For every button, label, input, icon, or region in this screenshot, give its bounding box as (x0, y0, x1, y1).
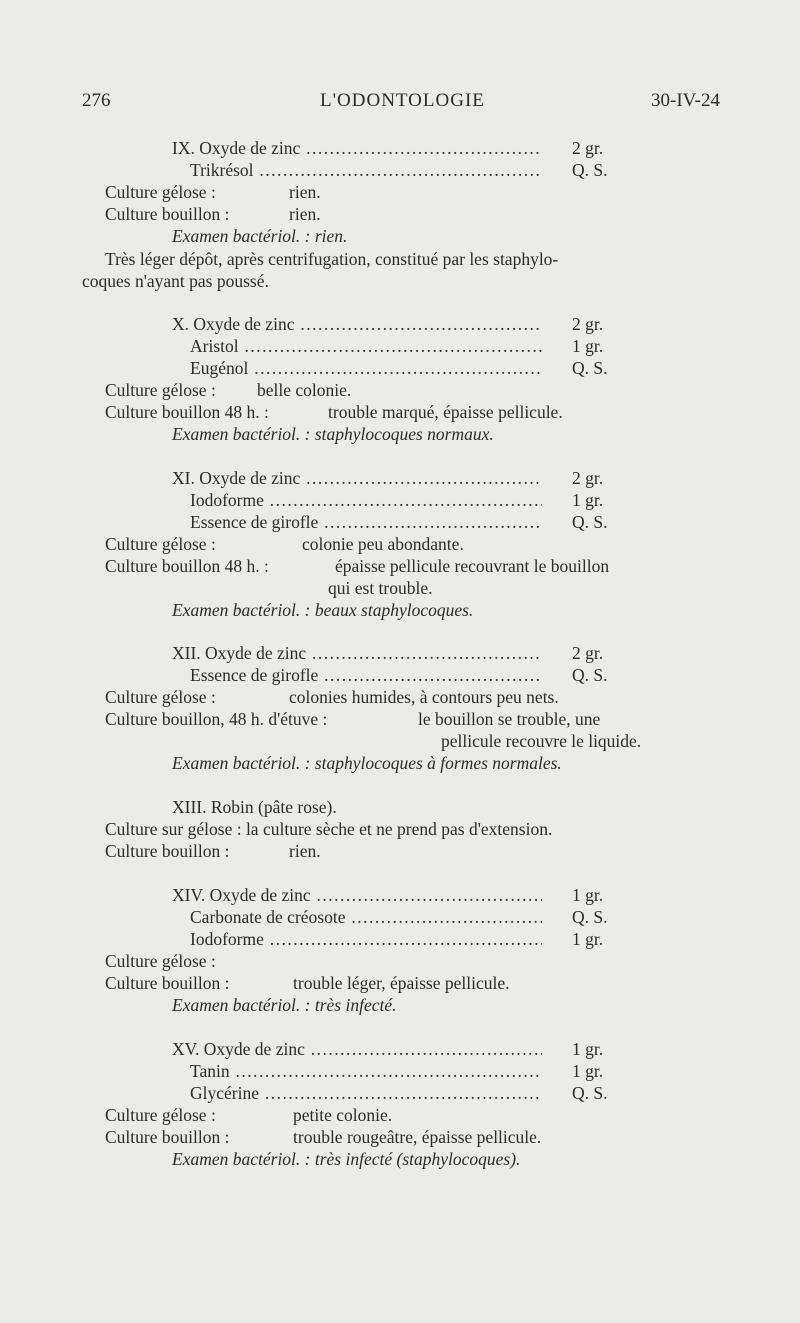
culture-bouillon-label: Culture bouillon : (105, 1127, 230, 1147)
culture-gelose-label: Culture gélose : (105, 380, 216, 400)
culture-bouillon-value: rien. (289, 204, 321, 224)
culture-bouillon-label: Culture bouillon 48 h. : (105, 556, 269, 576)
culture-bouillon-value-continued: qui est trouble. (328, 578, 433, 598)
book-page: 276 L'ODONTOLOGIE 30-IV-24 IX. Oxyde de zinc ..... 2 gr. Trikrésol ..... Q. S. Culture gélose : rien. Culture bouillon : rien. Examen bactériol. : rien. Très léger dépôt, après centrifugation, constitué par les staphylo- coques n'ayant pas poussé. X. Oxyde de zinc ..... 2 gr. Aristol ..... 1 gr. Eugénol ..... Q. S. Culture gélose : belle colonie. Culture bouillon 48 h. : trouble marqué, épaisse pellicule. Examen bactériol. : staphylocoques normaux. XI. Oxyde de zinc ..... 2 gr. Iodoforme ..... 1 gr. Essence de girofle ..... Q. S. Culture gélose : colonie peu abondante. Culture bouillon 48 h. : épaisse pellicule recouvrant le bouillon qui est trouble. Examen bactériol. : beaux staphylocoques. XII. Oxyde de zinc ..... 2 gr. Essence de girofle ..... Q. S. Culture gélose : colonies humides, à contours peu nets. Culture bouillon, 48 h. d'étuve : le bouillon se trouble, une pellicule recouvre le liquide. Examen bactériol. : staphylocoques à formes normales. XIII. Robin (pâte rose). Culture sur gélose : la culture sèche et ne prend pas d'extension. Culture bouillon : rien. XIV. Oxyde de zinc ..... 1 gr. Carbonate de créosote ..... Q. S. Iodoforme ..... 1 gr. Culture gélose : Culture bouillon : trouble léger, épaisse pellicule. Examen bactériol. : très infecté. XV. Oxyde de zinc ..... 1 gr. Tanin ..... 1 gr. Glycérine ..... Q. S. Culture gélose : petite colonie. Culture bouillon : trouble rougeâtre, épaisse pellicule. Examen bactériol. : très infecté (staphylocoques). (0, 0, 800, 1323)
culture-gelose-label: Culture gélose : (105, 182, 216, 202)
note-line: coques n'ayant pas poussé. (82, 271, 269, 291)
culture-bouillon-value: trouble rougeâtre, épaisse pellicule. (293, 1127, 542, 1147)
culture-gelose-value: petite colonie. (293, 1105, 393, 1125)
culture-bouillon-label: Culture bouillon : (105, 973, 230, 993)
exam-line: Examen bactériol. : staphylocoques normaux. (172, 424, 494, 444)
culture-bouillon-label: Culture bouillon 48 h. : (105, 402, 269, 422)
culture-bouillon-label: Culture bouillon, 48 h. d'étuve : (105, 709, 328, 729)
culture-bouillon-value-continued: pellicule recouvre le liquide. (441, 731, 642, 751)
issue-date: 30-IV-24 (651, 90, 720, 111)
culture-gelose-label: Culture gélose : (105, 534, 216, 554)
exam-line: Examen bactériol. : rien. (172, 226, 348, 246)
culture-gelose-value: colonies humides, à contours peu nets. (289, 687, 559, 707)
running-header (80, 90, 720, 120)
section-title: XIII. Robin (pâte rose). (172, 797, 337, 817)
exam-line: Examen bactériol. : beaux staphylocoques. (172, 600, 474, 620)
culture-gelose-label: Culture gélose : (105, 687, 216, 707)
journal-title: L'ODONTOLOGIE (320, 90, 485, 111)
culture-gelose-value: belle colonie. (257, 380, 352, 400)
culture-gelose-value: rien. (289, 182, 321, 202)
culture-bouillon-label: Culture bouillon : (105, 841, 230, 861)
exam-line: Examen bactériol. : très infecté (staphylocoques). (172, 1149, 521, 1169)
culture-bouillon-value: épaisse pellicule recouvrant le bouillon (335, 556, 610, 576)
culture-bouillon-value: le bouillon se trouble, une (418, 709, 601, 729)
culture-gelose-line: Culture sur gélose : la culture sèche et ne prend pas d'extension. (105, 819, 553, 839)
exam-line: Examen bactériol. : très infecté. (172, 995, 397, 1015)
culture-gelose-label: Culture gélose : (105, 951, 216, 971)
note-line: Très léger dépôt, après centrifugation, constitué par les staphylo- (105, 249, 559, 269)
page-number: 276 (82, 90, 111, 111)
exam-line: Examen bactériol. : staphylocoques à formes normales. (172, 753, 562, 773)
culture-bouillon-value: rien. (289, 841, 321, 861)
culture-bouillon-value: trouble marqué, épaisse pellicule. (328, 402, 563, 422)
culture-gelose-value: colonie peu abondante. (302, 534, 464, 554)
culture-gelose-label: Culture gélose : (105, 1105, 216, 1125)
culture-bouillon-value: trouble léger, épaisse pellicule. (293, 973, 510, 993)
culture-bouillon-label: Culture bouillon : (105, 204, 230, 224)
